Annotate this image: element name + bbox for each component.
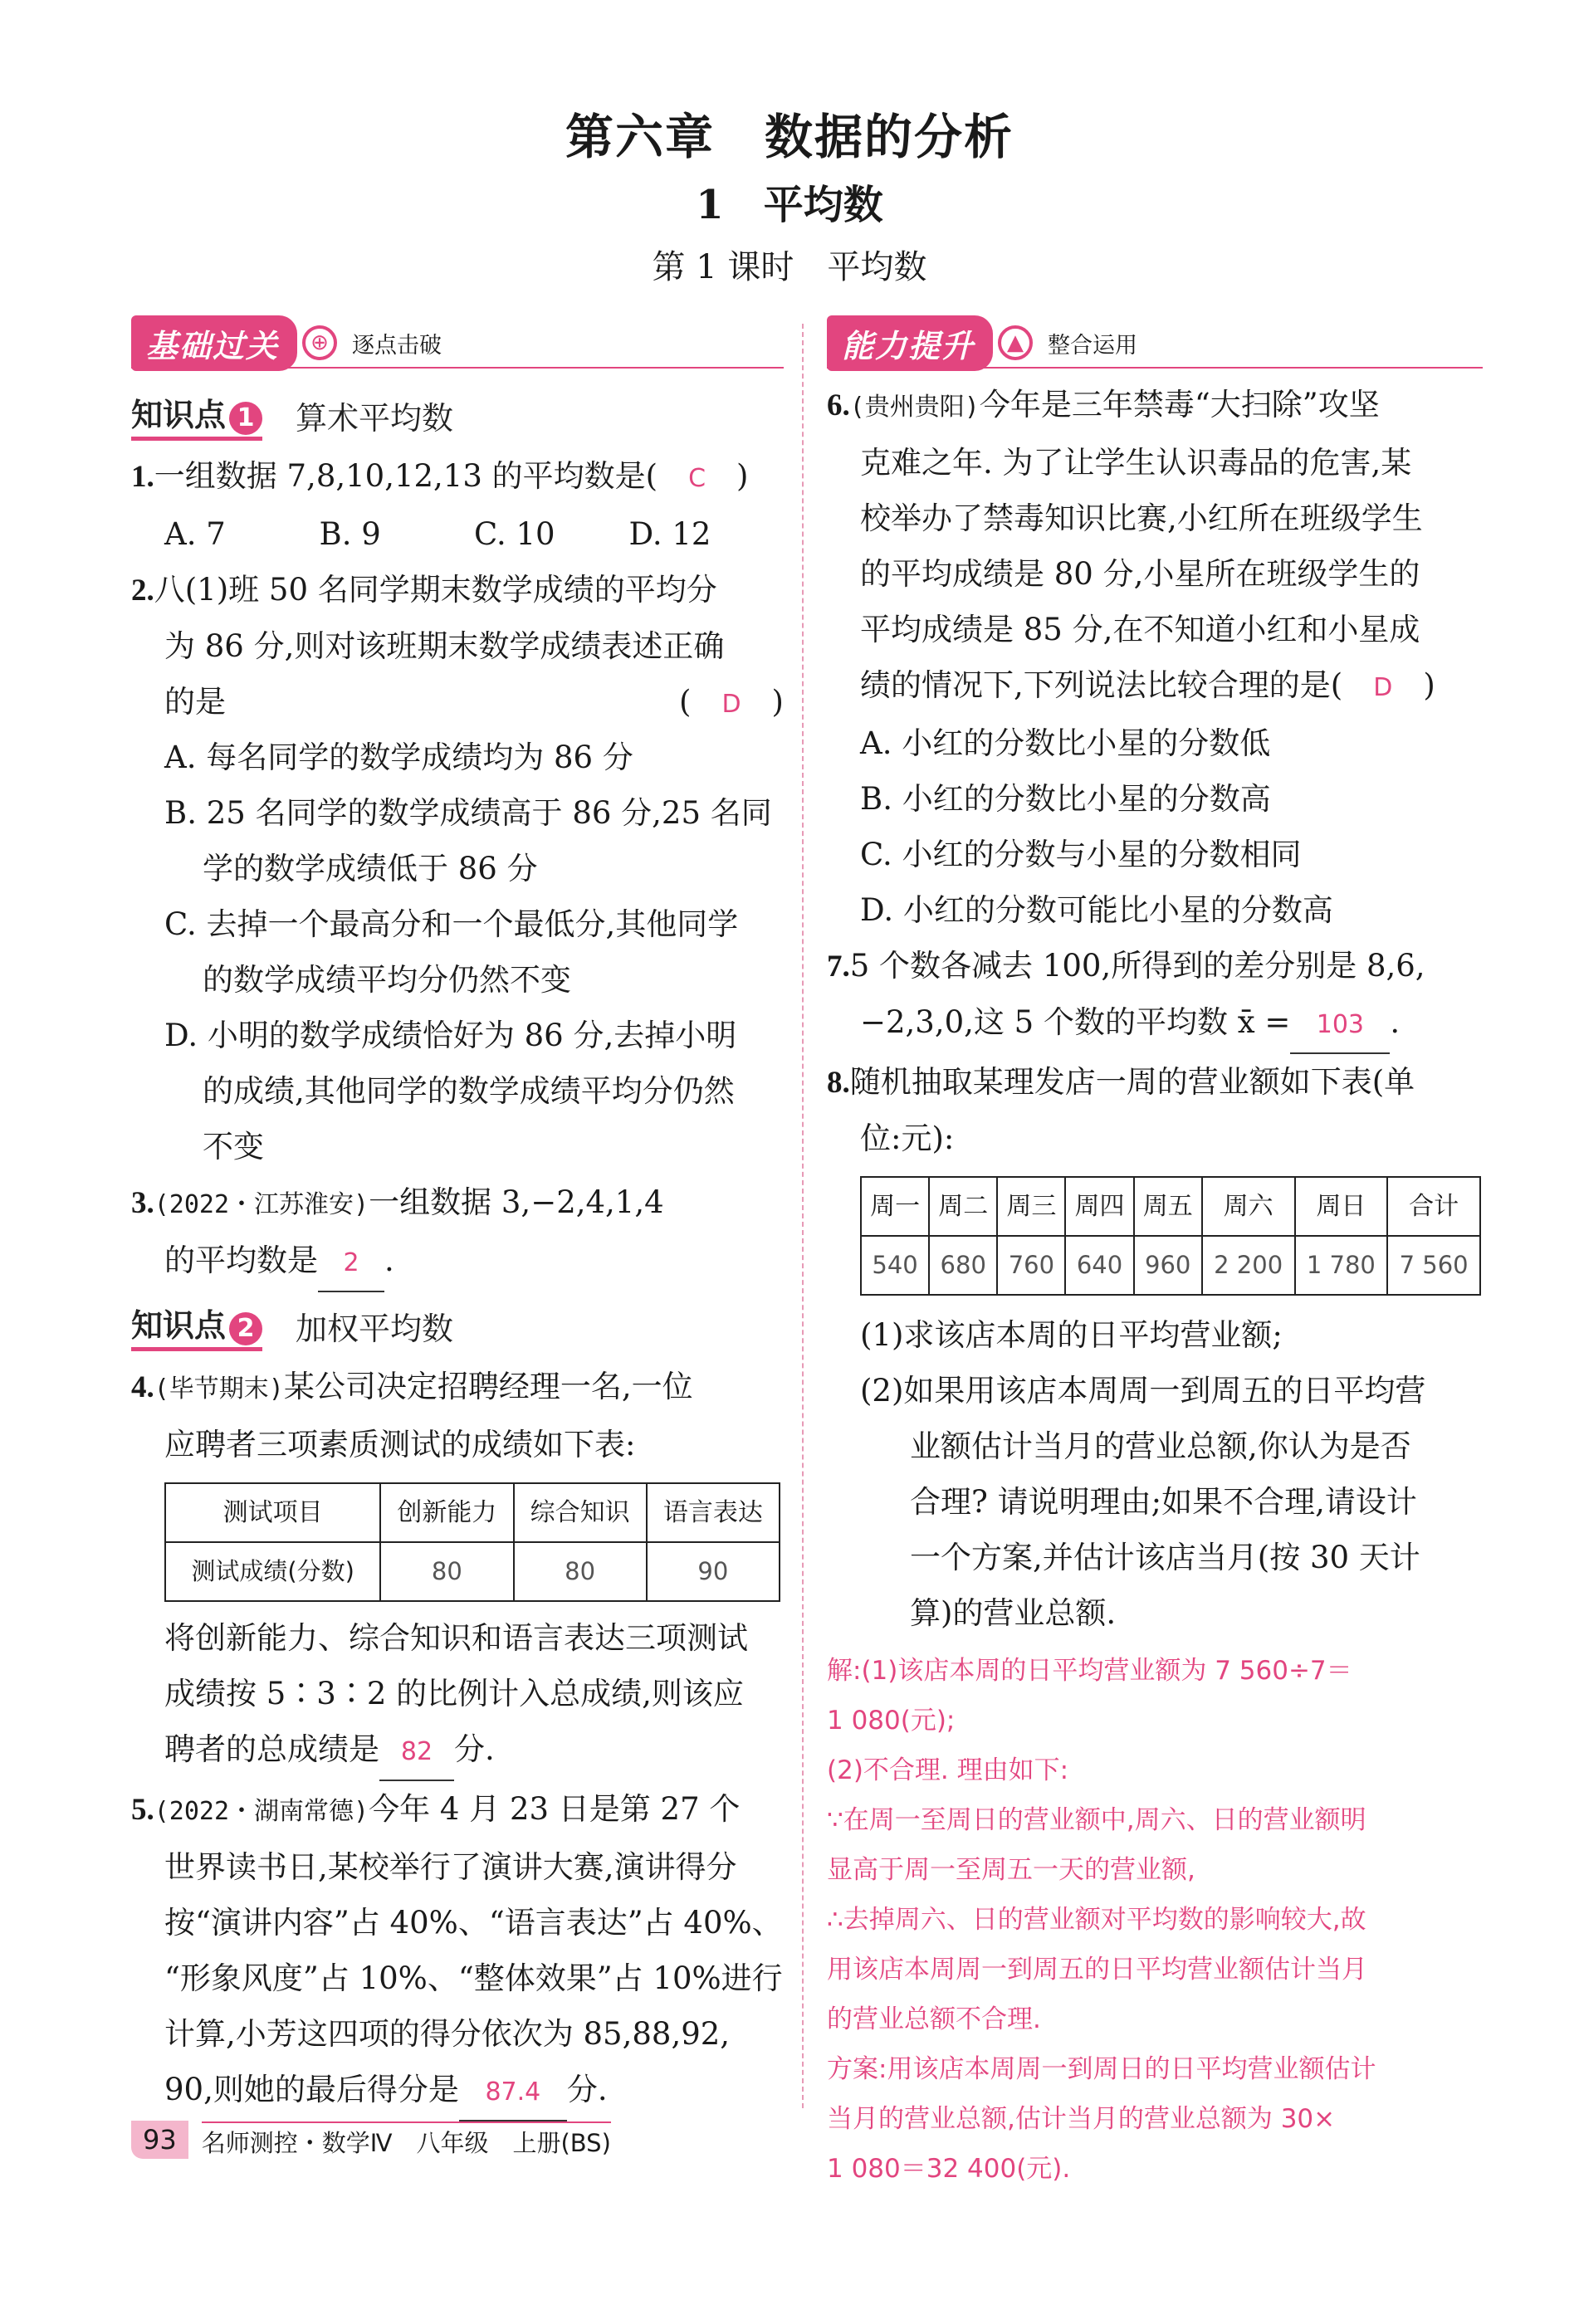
q1-option-c: C. 10 [474,516,555,552]
q8-number: 8. [827,1066,850,1100]
q2-line1: 八(1)班 50 名同学期末数学成绩的平均分 [154,572,717,608]
solution-line: 1 080＝32 400(元). [827,2154,1071,2184]
q8-text1: 随机抽取某理发店一周的营业额如下表(单 [849,1064,1415,1100]
question-1 [131,448,784,562]
knowledge-point-1 [131,388,784,442]
q8-table-header: 周五 [1134,1177,1202,1236]
q4-text4: 成绩按 5∶3∶2 的比例计入总成绩,则该应 [164,1676,744,1711]
q8-table-header: 周日 [1295,1177,1388,1236]
q8-table-cell: 960 [1134,1236,1202,1295]
solution-line: 显高于周一至周五一天的营业额, [827,1855,1195,1885]
q8-table-header: 周二 [929,1177,997,1236]
q8-revenue-table [860,1176,1481,1296]
page-footer [131,2121,611,2159]
q2-option-c: C. 去掉一个最高分和一个最低分,其他同学 [164,906,739,942]
q4-blank [379,1721,454,1781]
basic-banner-subtitle: 逐点击破 [352,332,442,359]
q6-close: ) [1423,667,1435,703]
q5-source: (2022・湖南常德) [154,1797,369,1826]
target-icon: ⊕ [302,325,337,360]
q6-source: (贵州贵阳) [849,393,980,422]
q3-source: (2022・江苏淮安) [154,1190,369,1219]
q3-number: 3. [131,1186,154,1220]
solution-line: 方案:用该店本周周一到周日的日平均营业额估计 [827,2054,1376,2084]
q8-part1: (1)求该店本周的日平均营业额; [860,1317,1283,1353]
q4-table-header: 创新能力 [380,1483,513,1542]
q2-line2: 为 86 分,则对该班期末数学成绩表述正确 [164,628,725,664]
q2-answer: D [721,690,741,719]
knowledge-point-2 [131,1299,784,1352]
q8-table-header: 周三 [997,1177,1065,1236]
q2-line3: 的是 [164,684,226,720]
q4-text2: 应聘者三项素质测试的成绩如下表: [164,1427,636,1462]
solution-line: 的营业总额不合理. [827,2004,1041,2034]
q2-option-b-cont: 学的数学成绩低于 86 分 [203,851,538,886]
kp2-number: 2 [229,1312,262,1345]
book-title: 名师测控・数学Ⅳ 八年级 上册(BS) [202,2121,611,2159]
q2-option-c-cont: 的数学成绩平均分仍然不变 [203,962,571,998]
question-2 [131,562,784,1174]
q4-text5: 聘者的总成绩是 [164,1731,379,1767]
q4-end: 分. [454,1731,495,1767]
q6-number: 6. [827,388,850,422]
q7-text2: −2,3,0,这 5 个数的平均数 x̄ = [860,1004,1291,1040]
q6-option-d: D. 小红的分数可能比小星的分数高 [860,892,1333,928]
q3-text2: 的平均数是 [164,1243,318,1278]
q8-table-cell: 680 [929,1236,997,1295]
kp1-tag: 知识点 1 [131,389,262,441]
q4-table-cell: 80 [380,1542,513,1601]
solution-line: 1 080(元); [827,1706,956,1736]
q4-score-table [164,1482,780,1602]
q6-answer: D [1373,673,1393,702]
q7-end: . [1390,1004,1401,1040]
q1-number: 1. [131,460,154,494]
q8-table-header: 周六 [1202,1177,1295,1236]
q5-text4: “形象风度”占 10%、“整体效果”占 10%进行 [164,1960,783,1996]
q8-table-header: 周一 [861,1177,929,1236]
kp2-title: 加权平均数 [296,1310,454,1347]
rocket-icon: ▲ [998,325,1033,360]
q4-table-header: 语言表达 [647,1483,780,1542]
q2-option-a: A. 每名同学的数学成绩均为 86 分 [164,740,633,775]
q8-table-cell: 760 [997,1236,1065,1295]
q7-blank [1290,994,1390,1054]
q4-table-header: 测试项目 [165,1483,380,1542]
q2-number: 2. [131,574,154,608]
q6-option-b: B. 小红的分数比小星的分数高 [860,781,1271,817]
q1-close: ) [736,458,749,494]
q5-text2: 世界读书日,某校举行了演讲大赛,演讲得分 [164,1849,737,1885]
kp2-tag: 知识点 2 [131,1300,262,1351]
chapter-title: 第六章 数据的分析 [565,109,1014,165]
q6-text2: 克难之年. 为了让学生认识毒品的危害,某 [860,445,1412,481]
q8-part2-cont: 业额估计当月的营业总额,你认为是否 [910,1428,1411,1464]
q5-number: 5. [131,1793,154,1827]
q8-part2-cont: 一个方案,并估计该店当月(按 30 天计 [910,1540,1420,1575]
q6-text4: 的平均成绩是 80 分,小星所在班级学生的 [860,556,1420,592]
q6-option-a: A. 小红的分数比小星的分数低 [860,725,1271,761]
solution-line: 当月的营业总额,估计当月的营业总额为 30× [827,2104,1336,2134]
q3-blank [318,1233,384,1292]
q2-option-d-cont: 的成绩,其他同学的数学成绩平均分仍然 [203,1073,735,1109]
q5-end: 分. [566,2072,608,2107]
q5-answer: 87.4 [485,2077,541,2107]
q6-text6: 绩的情况下,下列说法比较合理的是( [860,667,1343,703]
q7-text1: 5 个数各减去 100,所得到的差分别是 8,6, [849,948,1425,984]
solution-line: (2)不合理. 理由如下: [827,1755,1069,1785]
q5-text6: 90,则她的最后得分是 [164,2072,459,2107]
q1-option-a: A. 7 [164,516,226,552]
q7-number: 7. [827,950,850,984]
q4-number: 4. [131,1370,154,1404]
solution-line: ∵在周一至周日的营业额中,周六、日的营业额明 [827,1805,1366,1835]
kp1-number: 1 [229,402,262,435]
q8-text2: 位:元): [860,1120,955,1156]
kp1-title: 算术平均数 [296,399,454,437]
q8-table-cell: 7 560 [1387,1236,1480,1295]
q4-text3: 将创新能力、综合知识和语言表达三项测试 [164,1620,748,1656]
q6-text3: 校举办了禁毒知识比赛,小红所在班级学生 [860,500,1423,536]
right-column [827,315,1483,2194]
q1-text: 一组数据 7,8,10,12,13 的平均数是( [154,458,658,494]
q8-table-cell: 540 [861,1236,929,1295]
solution-line: ∴去掉周六、日的营业额对平均数的影响较大,故 [827,1905,1366,1935]
q8-table-cell: 1 780 [1295,1236,1388,1295]
q1-options [131,506,784,562]
q8-part2: (2)如果用该店本周周一到周五的日平均营 [860,1373,1426,1409]
question-5 [131,1781,784,2121]
solution-line: 解:(1)该店本周的日平均营业额为 7 560÷7＝ [827,1656,1352,1686]
q8-part2-cont: 合理? 请说明理由;如果不合理,请设计 [910,1484,1417,1520]
q5-blank [459,2062,567,2121]
q2-option-d: D. 小明的数学成绩恰好为 86 分,去掉小明 [164,1018,737,1053]
q6-option-c: C. 小红的分数与小星的分数相同 [860,837,1302,872]
basic-banner-title: 基础过关 [131,315,297,371]
q1-option-b: B. 9 [319,516,381,552]
left-column [131,315,784,2121]
q4-table-cell: 80 [514,1542,647,1601]
q6-text1: 今年是三年禁毒“大扫除”攻坚 [979,387,1380,422]
section-title: 1 平均数 [696,182,883,228]
ability-banner [827,315,1483,370]
q8-table-header: 合计 [1387,1177,1480,1236]
ability-banner-title: 能力提升 [827,315,993,371]
q1-option-d: D. 12 [628,516,711,552]
q1-answer: C [688,464,706,493]
question-6 [827,377,1483,938]
q4-table-header: 综合知识 [514,1483,647,1542]
q5-text5: 计算,小芳这四项的得分依次为 85,88,92, [164,2016,731,2052]
q2-option-b: B. 25 名同学的数学成绩高于 86 分,25 名同 [164,795,772,831]
q3-text1: 一组数据 3,−2,4,1,4 [369,1184,664,1220]
q8-solution [827,1646,1483,2194]
q5-text3: 按“演讲内容”占 40%、“语言表达”占 40%、 [164,1905,783,1941]
q4-table-cell: 90 [647,1542,780,1601]
column-divider [802,324,804,2108]
page-number: 93 [131,2121,188,2159]
q5-text1: 今年 4 月 23 日是第 27 个 [369,1791,741,1827]
basic-banner [131,315,784,370]
lesson-title: 第 1 课时 平均数 [652,248,927,286]
q4-source: (毕节期末) [154,1374,284,1404]
q7-answer: 103 [1316,1010,1364,1039]
solution-line: 用该店本周周一到周五的日平均营业额估计当月 [827,1955,1367,1985]
q3-answer: 2 [343,1248,359,1277]
q8-table-header: 周四 [1065,1177,1133,1236]
q8-part2-cont: 算)的营业总额. [910,1595,1117,1631]
q2-answer-paren: ( D ) [679,684,784,720]
q4-text1: 某公司决定招聘经理一名,一位 [283,1369,693,1404]
q8-table-cell: 640 [1065,1236,1133,1295]
q4-answer: 82 [400,1737,433,1766]
q6-text5: 平均成绩是 85 分,在不知道小红和小星成 [860,612,1420,647]
q3-end: . [384,1243,394,1278]
question-7 [827,938,1483,1054]
q2-option-d-cont2: 不变 [203,1129,264,1164]
question-8 [827,1054,1483,1641]
question-3 [131,1174,784,1292]
ability-banner-subtitle: 整合运用 [1048,332,1138,359]
q8-table-cell: 2 200 [1202,1236,1295,1295]
question-4 [131,1359,784,1781]
q4-table-cell: 测试成绩(分数) [165,1542,380,1601]
